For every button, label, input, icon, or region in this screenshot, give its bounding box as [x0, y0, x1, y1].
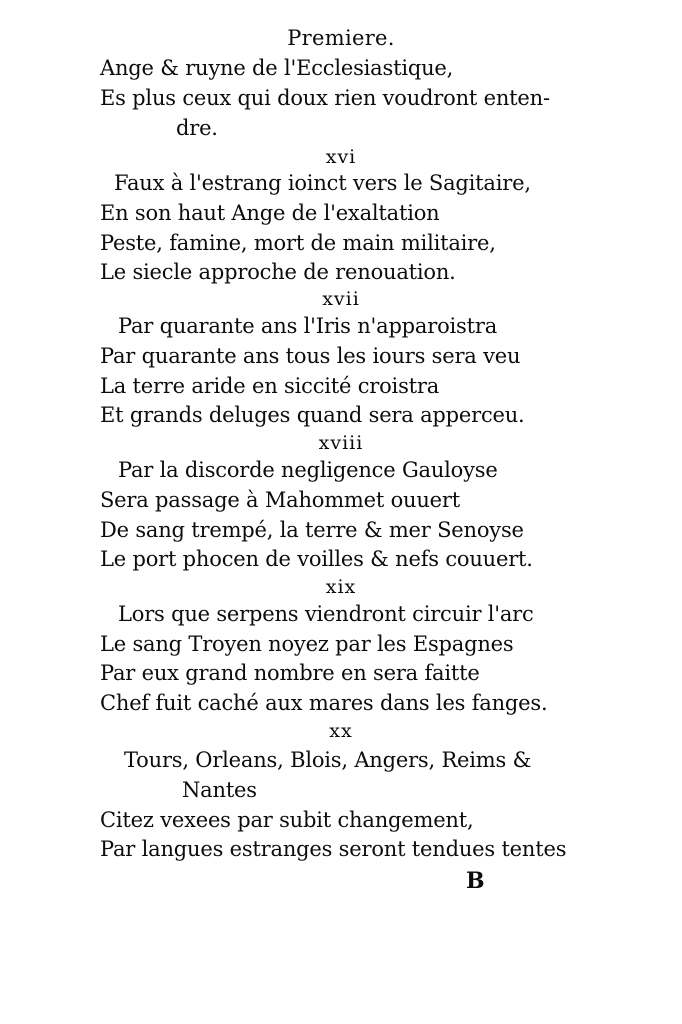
verse-line: dre. — [176, 116, 218, 140]
verse-line: Et grands deluges quand sera apperceu. — [100, 403, 525, 427]
verse-line: Le port phocen de voilles & nefs couuert. — [100, 547, 533, 571]
quatrain-numeral: xvii — [322, 288, 360, 310]
verse-line: Nantes — [182, 778, 257, 802]
verse-line: Par eux grand nombre en sera faitte — [100, 661, 480, 685]
verse-line: Es plus ceux qui doux rien voudront enten- — [100, 86, 550, 110]
signature-mark: B — [466, 868, 485, 894]
verse-line: Sera passage à Mahommet ouuert — [100, 488, 460, 512]
verse-line: Peste, famine, mort de main militaire, — [100, 231, 496, 255]
verse-line: La terre aride en siccité croistra — [100, 374, 440, 398]
verse-line: De sang trempé, la terre & mer Senoyse — [100, 518, 524, 542]
verse-line: Citez vexees par subit changement, — [100, 808, 474, 832]
verse-line: Le siecle approche de renouation. — [100, 260, 456, 284]
quatrain-numeral: xx — [329, 720, 353, 742]
verse-line: Par la discorde negligence Gauloyse — [118, 458, 498, 482]
quatrain-numeral: xix — [325, 576, 357, 598]
verse-line: Par quarante ans l'Iris n'apparoistra — [118, 314, 498, 338]
quatrain-numeral: xviii — [318, 432, 364, 454]
verse-line: Faux à l'estrang ioinct vers le Sagitaire, — [114, 171, 531, 195]
verse-line: Par langues estranges seront tendues tentes — [100, 837, 567, 861]
verse-line: Ange & ruyne de l'Ecclesiastique, — [100, 56, 454, 80]
verse-line: Chef fuit caché aux mares dans les fanges. — [100, 691, 548, 715]
quatrain-numeral: xvi — [325, 146, 357, 168]
verse-line: Le sang Troyen noyez par les Espagnes — [100, 632, 514, 656]
verse-line: Lors que serpens viendront circuir l'arc — [118, 602, 534, 626]
running-head: Premiere. — [287, 26, 395, 50]
verse-line: En son haut Ange de l'exaltation — [100, 201, 440, 225]
verse-line: Par quarante ans tous les iours sera veu — [100, 344, 521, 368]
verse-line: Tours, Orleans, Blois, Angers, Reims & — [124, 748, 532, 772]
